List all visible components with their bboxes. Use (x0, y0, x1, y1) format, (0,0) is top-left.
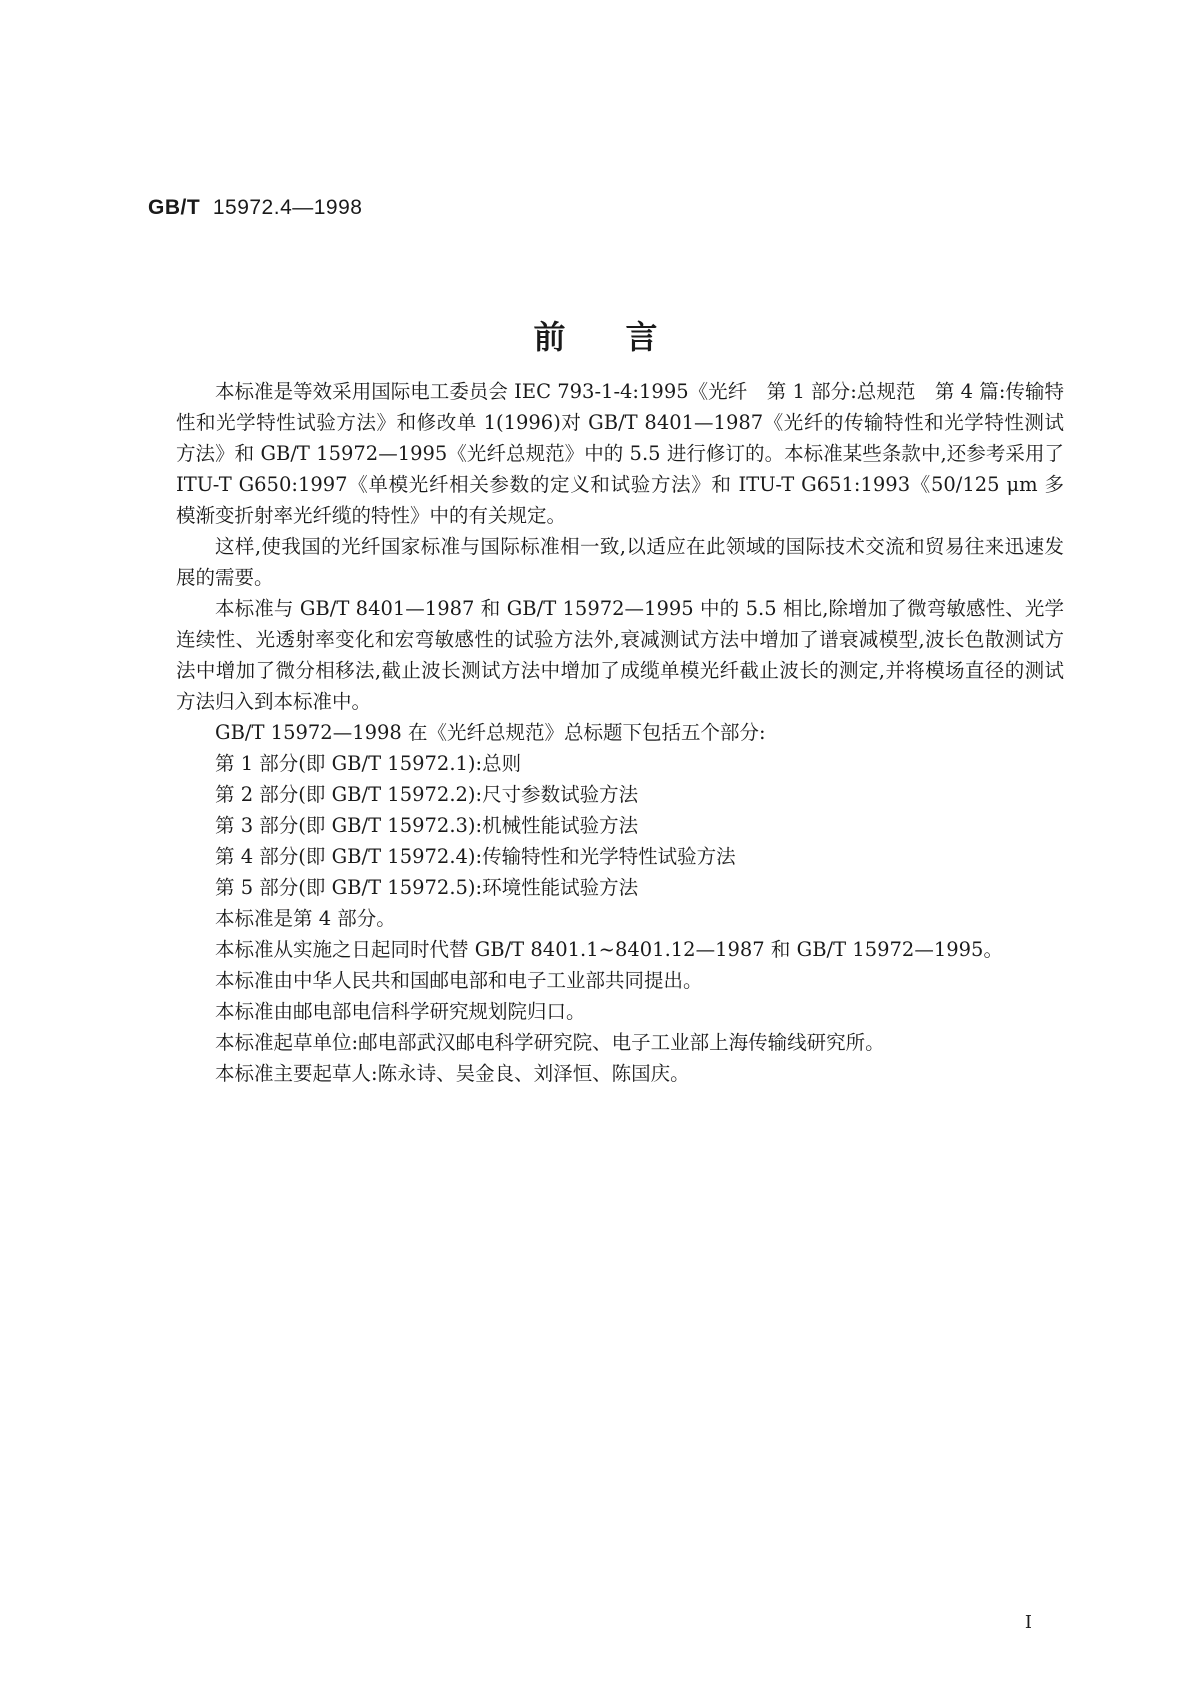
text-line: 本标准由邮电部电信科学研究规划院归口。 (215, 1000, 586, 1023)
standard-code-prefix: GB/T (148, 196, 201, 219)
text-line: 第 1 部分(即 GB/T 15972.1):总则 (215, 752, 522, 775)
text-line: 第 2 部分(即 GB/T 15972.2):尺寸参数试验方法 (215, 783, 639, 806)
page-title: 前言 (533, 318, 718, 356)
standard-code-number: 15972.4—1998 (212, 196, 363, 219)
text-line: 本标准由中华人民共和国邮电部和电子工业部共同提出。 (215, 969, 703, 992)
standard-code (148, 196, 362, 220)
text-line: 本标准是第 4 部分。 (215, 907, 396, 930)
text-line: 本标准起草单位:邮电部武汉邮电科学研究院、电子工业部上海传输线研究所。 (215, 1031, 885, 1054)
paragraph: 本标准与 GB/T 8401—1987 和 GB/T 15972—1995 中的 5.5 相比,除增加了微弯敏感性、光学连续性、光透射率变化和宏弯敏感性的试验方法外,衰减测试方法中增加了谱衰减模型,波长色散测试方法中增加了微分相移法,截止波长测试方法中增加了成缆单模光纤截止波长的测定,并将模场直径的测试方法归入到本标准中。 (176, 597, 1064, 713)
text-line: GB/T 15972—1998 在《光纤总规范》总标题下包括五个部分: (215, 721, 766, 744)
page-number: I (1024, 1612, 1032, 1633)
paragraph: 这样,使我国的光纤国家标准与国际标准相一致,以适应在此领域的国际技术交流和贸易往来迅速发展的需要。 (176, 535, 1064, 589)
text-line: 第 3 部分(即 GB/T 15972.3):机械性能试验方法 (215, 814, 639, 837)
paragraph: 本标准是等效采用国际电工委员会 IEC 793-1-4:1995《光纤 第 1 部分:总规范 第 4 篇:传输特性和光学特性试验方法》和修改单 1(1996)对 GB/T 8401—1987《光纤的传输特性和光学特性测试方法》和 GB/T 15972—1995《光纤总规范》中的 5.5 进行修订的。本标准某些条款中,还参考采用了 ITU-T G650:1997《单模光纤相关参数的定义和试验方法》和 ITU-T G651:1993《50/125 μm 多模渐变折射率光纤缆的特性》中的有关规定。 (176, 380, 1064, 527)
text-line: 第 5 部分(即 GB/T 15972.5):环境性能试验方法 (215, 876, 639, 899)
foreword-body (176, 376, 1064, 1089)
text-line: 本标准主要起草人:陈永诗、吴金良、刘泽恒、陈国庆。 (215, 1062, 690, 1085)
text-line: 本标准从实施之日起同时代替 GB/T 8401.1~8401.12—1987 和 GB/T 15972—1995。 (215, 938, 1003, 961)
text-line: 第 4 部分(即 GB/T 15972.4):传输特性和光学特性试验方法 (215, 845, 736, 868)
